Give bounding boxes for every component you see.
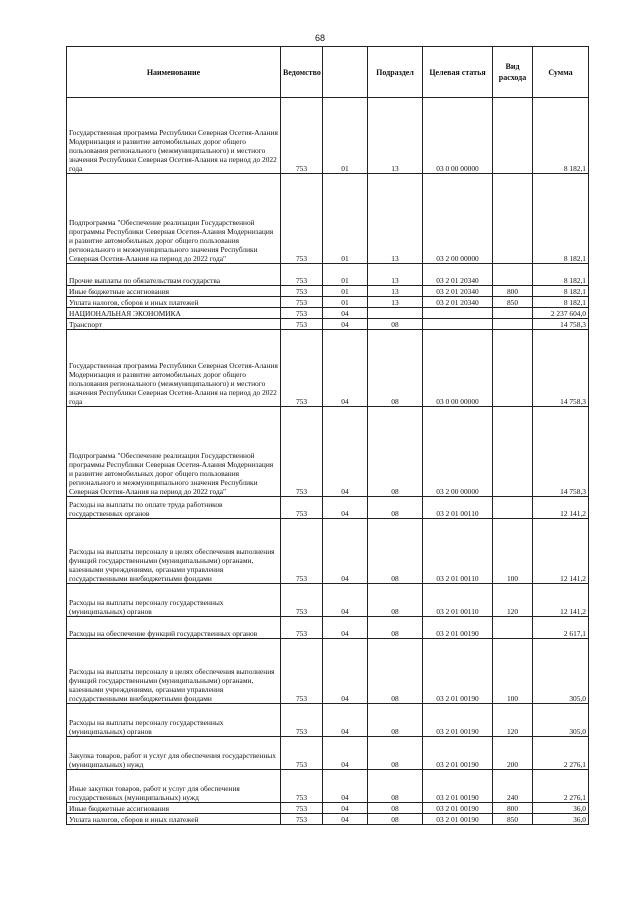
cell-target: 03 2 01 00110 — [423, 497, 493, 519]
cell-amount: 305,0 — [533, 639, 589, 704]
header-amount: Сумма — [533, 47, 589, 98]
cell-ministry: 753 — [281, 617, 323, 639]
header-name: Наименование — [67, 47, 281, 98]
cell-name: Прочие выплаты по обязательствам государства — [67, 264, 281, 286]
cell-ministry: 753 — [281, 319, 323, 330]
cell-amount: 8 182,1 — [533, 297, 589, 308]
cell-amount: 305,0 — [533, 704, 589, 737]
cell-amount: 8 182,1 — [533, 98, 589, 174]
header-subsection: Подраздел — [368, 47, 423, 98]
cell-name: Расходы на выплаты персоналу в целях обеспечения выполнения функций государственными (муниципальными) органами, казенными учреждениями, органами управления государственными внебюджетными фондами — [67, 519, 281, 584]
table-row — [67, 704, 589, 737]
cell-section: 04 — [323, 617, 368, 639]
header-target: Целевая статья — [423, 47, 493, 98]
cell-ministry: 753 — [281, 174, 323, 264]
cell-target: 03 0 00 00000 — [423, 330, 493, 407]
header-section — [323, 47, 368, 98]
cell-section: 04 — [323, 803, 368, 814]
cell-subsection: 08 — [368, 639, 423, 704]
table-row — [67, 174, 589, 264]
cell-ministry: 753 — [281, 497, 323, 519]
cell-target: 03 2 01 20340 — [423, 264, 493, 286]
cell-subsection: 13 — [368, 297, 423, 308]
cell-expense-type: 800 — [493, 803, 533, 814]
cell-section: 04 — [323, 639, 368, 704]
cell-subsection: 08 — [368, 319, 423, 330]
cell-expense-type: 120 — [493, 584, 533, 617]
cell-section: 04 — [323, 407, 368, 497]
cell-section: 01 — [323, 98, 368, 174]
cell-section: 04 — [323, 704, 368, 737]
cell-target: 03 0 00 00000 — [423, 98, 493, 174]
table-row — [67, 308, 589, 319]
cell-amount: 2 617,1 — [533, 617, 589, 639]
cell-name: Подпрограмма "Обеспечение реализации Государственной программы Республики Северная Осетия-Алания Модернизация и развитие автомобильных дорог общего пользования регионального и межмуниципального значения Республики Северная Осетия-Алания на период до 2022 года" — [67, 174, 281, 264]
cell-amount: 12 141,2 — [533, 497, 589, 519]
header-expense-type: Вид расхода — [493, 47, 533, 98]
cell-amount: 2 276,1 — [533, 770, 589, 803]
cell-amount: 14 758,3 — [533, 330, 589, 407]
cell-name: Иные бюджетные ассигнования — [67, 803, 281, 814]
table-row — [67, 264, 589, 286]
cell-ministry: 753 — [281, 330, 323, 407]
cell-ministry: 753 — [281, 308, 323, 319]
cell-section: 04 — [323, 814, 368, 825]
cell-expense-type — [493, 308, 533, 319]
cell-subsection: 08 — [368, 737, 423, 770]
table-row — [67, 584, 589, 617]
cell-ministry: 753 — [281, 407, 323, 497]
table-row — [67, 319, 589, 330]
cell-target: 03 2 01 00190 — [423, 737, 493, 770]
cell-section: 04 — [323, 770, 368, 803]
cell-ministry: 753 — [281, 639, 323, 704]
cell-ministry: 753 — [281, 584, 323, 617]
cell-subsection: 13 — [368, 264, 423, 286]
cell-subsection: 08 — [368, 584, 423, 617]
cell-expense-type: 240 — [493, 770, 533, 803]
table-row — [67, 286, 589, 297]
cell-expense-type — [493, 319, 533, 330]
cell-section: 04 — [323, 519, 368, 584]
cell-ministry: 753 — [281, 297, 323, 308]
cell-expense-type — [493, 617, 533, 639]
cell-amount: 36,0 — [533, 814, 589, 825]
cell-name: Расходы на выплаты персоналу государственных (муниципальных) органов — [67, 584, 281, 617]
cell-name: Расходы на выплаты по оплате труда работников государственных органов — [67, 497, 281, 519]
cell-target: 03 2 01 00190 — [423, 704, 493, 737]
cell-section: 01 — [323, 286, 368, 297]
cell-subsection: 08 — [368, 519, 423, 584]
cell-name: Государственная программа Республики Северная Осетия-Алания Модернизация и развитие автомобильных дорог общего пользования регионального (межмуниципального) и местного значения Республики Северная Осетия-Алания на период до 2022 года — [67, 330, 281, 407]
cell-expense-type: 200 — [493, 737, 533, 770]
cell-amount: 2 276,1 — [533, 737, 589, 770]
cell-expense-type: 100 — [493, 639, 533, 704]
cell-ministry: 753 — [281, 814, 323, 825]
cell-section: 01 — [323, 297, 368, 308]
cell-subsection: 08 — [368, 803, 423, 814]
cell-subsection: 08 — [368, 497, 423, 519]
cell-target: 03 2 01 00190 — [423, 617, 493, 639]
cell-amount: 12 141,2 — [533, 519, 589, 584]
cell-section: 04 — [323, 308, 368, 319]
cell-subsection — [368, 308, 423, 319]
table-row — [67, 737, 589, 770]
cell-amount: 8 182,1 — [533, 286, 589, 297]
cell-section: 01 — [323, 174, 368, 264]
cell-amount: 2 237 604,0 — [533, 308, 589, 319]
cell-target: 03 2 01 00190 — [423, 814, 493, 825]
cell-expense-type — [493, 174, 533, 264]
table-row — [67, 639, 589, 704]
cell-expense-type: 100 — [493, 519, 533, 584]
table-row — [67, 98, 589, 174]
cell-ministry: 753 — [281, 286, 323, 297]
table-row — [67, 617, 589, 639]
cell-name: Государственная программа Республики Северная Осетия-Алания Модернизация и развитие автомобильных дорог общего пользования регионального (межмуниципального) и местного значения Республики Северная Осетия-Алания на период до 2022 года — [67, 98, 281, 174]
cell-expense-type — [493, 407, 533, 497]
table-row — [67, 330, 589, 407]
cell-section: 04 — [323, 497, 368, 519]
cell-ministry: 753 — [281, 737, 323, 770]
cell-amount: 8 182,1 — [533, 264, 589, 286]
table-row — [67, 770, 589, 803]
cell-target: 03 2 01 00110 — [423, 519, 493, 584]
cell-section: 04 — [323, 737, 368, 770]
cell-subsection: 08 — [368, 814, 423, 825]
cell-amount: 14 758,3 — [533, 319, 589, 330]
cell-target: 03 2 01 00190 — [423, 770, 493, 803]
page-number: 68 — [314, 33, 325, 43]
cell-target: 03 2 01 00190 — [423, 639, 493, 704]
budget-table — [66, 46, 589, 825]
cell-name: Уплата налогов, сборов и иных платежей — [67, 814, 281, 825]
cell-subsection: 08 — [368, 407, 423, 497]
table-row — [67, 803, 589, 814]
cell-expense-type — [493, 330, 533, 407]
cell-ministry: 753 — [281, 704, 323, 737]
cell-name: НАЦИОНАЛЬНАЯ ЭКОНОМИКА — [67, 308, 281, 319]
table-row — [67, 297, 589, 308]
cell-target — [423, 308, 493, 319]
table-row — [67, 814, 589, 825]
table-row — [67, 407, 589, 497]
cell-subsection: 13 — [368, 286, 423, 297]
cell-section: 04 — [323, 584, 368, 617]
cell-ministry: 753 — [281, 98, 323, 174]
cell-subsection: 08 — [368, 330, 423, 407]
cell-subsection: 08 — [368, 704, 423, 737]
cell-expense-type — [493, 98, 533, 174]
cell-subsection: 13 — [368, 174, 423, 264]
cell-name: Расходы на выплаты персоналу в целях обеспечения выполнения функций государственными (муниципальными) органами, казенными учреждениями, органами управления государственными внебюджетными фондами — [67, 639, 281, 704]
cell-target: 03 2 00 00000 — [423, 174, 493, 264]
cell-subsection: 08 — [368, 617, 423, 639]
cell-subsection: 08 — [368, 770, 423, 803]
cell-name: Транспорт — [67, 319, 281, 330]
cell-amount: 36,0 — [533, 803, 589, 814]
cell-section: 04 — [323, 330, 368, 407]
table-row — [67, 497, 589, 519]
cell-expense-type: 850 — [493, 297, 533, 308]
cell-target: 03 2 01 20340 — [423, 297, 493, 308]
cell-name: Уплата налогов, сборов и иных платежей — [67, 297, 281, 308]
cell-expense-type: 120 — [493, 704, 533, 737]
cell-subsection: 13 — [368, 98, 423, 174]
cell-ministry: 753 — [281, 803, 323, 814]
cell-name: Расходы на обеспечение функций государственных органов — [67, 617, 281, 639]
cell-amount: 14 758,3 — [533, 407, 589, 497]
cell-name: Подпрограмма "Обеспечение реализации Государственной программы Республики Северная Осетия-Алания Модернизация и развитие автомобильных дорог общего пользования регионального и межмуниципального значения Республики Северная Осетия-Алания на период до 2022 года" — [67, 407, 281, 497]
cell-section: 01 — [323, 264, 368, 286]
cell-target — [423, 319, 493, 330]
cell-name: Иные бюджетные ассигнования — [67, 286, 281, 297]
cell-target: 03 2 01 00190 — [423, 803, 493, 814]
cell-name: Закупка товаров, работ и услуг для обеспечения государственных (муниципальных) нужд — [67, 737, 281, 770]
header-row — [67, 47, 589, 98]
cell-expense-type — [493, 497, 533, 519]
cell-target: 03 2 00 00000 — [423, 407, 493, 497]
cell-target: 03 2 01 20340 — [423, 286, 493, 297]
table-row — [67, 519, 589, 584]
cell-name: Расходы на выплаты персоналу государственных (муниципальных) органов — [67, 704, 281, 737]
cell-expense-type: 850 — [493, 814, 533, 825]
cell-amount: 8 182,1 — [533, 174, 589, 264]
cell-target: 03 2 01 00110 — [423, 584, 493, 617]
cell-ministry: 753 — [281, 519, 323, 584]
cell-expense-type: 800 — [493, 286, 533, 297]
cell-amount: 12 141,2 — [533, 584, 589, 617]
cell-expense-type — [493, 264, 533, 286]
cell-name: Иные закупки товаров, работ и услуг для обеспечения государственных (муниципальных) нужд — [67, 770, 281, 803]
header-ministry: Ведомство — [281, 47, 323, 98]
cell-ministry: 753 — [281, 264, 323, 286]
cell-ministry: 753 — [281, 770, 323, 803]
cell-section: 04 — [323, 319, 368, 330]
